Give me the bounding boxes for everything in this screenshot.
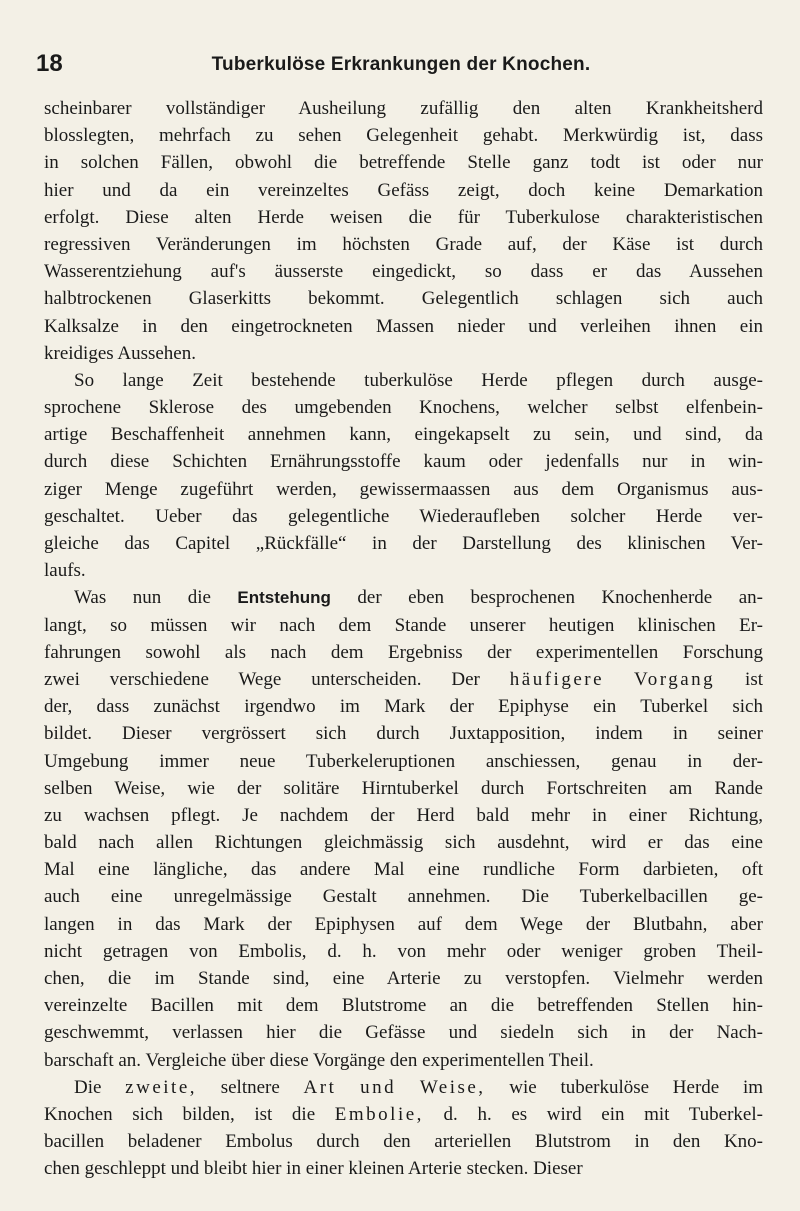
text-line: So lange Zeit bestehende tuberkulöse Herde pflegen durch ausge- — [74, 369, 763, 391]
text-line: hier und da ein vereinzeltes Gefäss zeigt, doch keine Demarkation — [44, 179, 763, 201]
spaced-word: Embolie, — [334, 1103, 424, 1125]
text-line: chen geschleppt und bleibt hier in einer kleinen Arterie stecken. Dieser — [44, 1158, 583, 1180]
text-line: blosslegten, mehrfach zu sehen Gelegenheit gehabt. Merkwürdig ist, dass — [44, 125, 763, 147]
text-line: zwei verschiedene Wege unterscheiden. Der häufigere Vorgang ist — [44, 668, 763, 690]
text-line: selben Weise, wie der solitäre Hirntuberkel durch Fortschreiten am Rande — [44, 777, 763, 799]
text-line: Die zweite, seltnere Art und Weise, wie tuberkulöse Herde im — [74, 1076, 763, 1098]
text-line: halbtrockenen Glaserkitts bekommt. Gelegentlich schlagen sich auch — [44, 288, 763, 310]
text-line: Kalksalze in den eingetrockneten Massen nieder und verleihen ihnen ein — [44, 315, 763, 337]
text-line: zu wachsen pflegt. Je nachdem der Herd bald mehr in einer Richtung, — [44, 804, 763, 826]
text-line: geschwemmt, verlassen hier die Gefässe und siedeln sich in der Nach- — [44, 1022, 763, 1044]
body-text — [44, 95, 763, 1183]
emphasized-term: Entstehung — [237, 588, 331, 608]
text-line: der, dass zunächst irgendwo im Mark der Epiphyse ein Tuberkel sich — [44, 696, 763, 718]
text-line: erfolgt. Diese alten Herde weisen die für Tuberkulose charakteristischen — [44, 206, 763, 228]
text-line: auch eine unregelmässige Gestalt annehmen. Die Tuberkelbacillen ge- — [44, 886, 763, 908]
text-line: vereinzelte Bacillen mit dem Blutstrome an die betreffenden Stellen hin- — [44, 995, 763, 1017]
spaced-word: Art — [303, 1076, 337, 1098]
text-line: laufs. — [44, 560, 86, 582]
text-line: artige Beschaffenheit annehmen kann, eingekapselt zu sein, und sind, da — [44, 424, 763, 446]
text-line: fahrungen sowohl als nach dem Ergebniss der experimentellen Forschung — [44, 641, 763, 663]
spaced-word: Weise, — [419, 1076, 486, 1098]
text-line: Umgebung immer neue Tuberkeleruptionen anschiessen, genau in der- — [44, 750, 763, 772]
text-line: kreidiges Aussehen. — [44, 342, 196, 364]
text-line: scheinbarer vollständiger Ausheilung zufällig den alten Krankheitsherd — [44, 98, 763, 119]
text-line: Knochen sich bilden, ist die Embolie, d. h. es wird ein mit Tuberkel- — [44, 1103, 763, 1125]
text-line: bald nach allen Richtungen gleichmässig sich ausdehnt, wird er das eine — [44, 832, 763, 854]
text-line: bildet. Dieser vergrössert sich durch Juxtapposition, indem in seiner — [44, 723, 763, 745]
text-line: nicht getragen von Embolis, d. h. von mehr oder weniger groben Theil- — [44, 940, 763, 962]
spaced-word: und — [360, 1076, 397, 1098]
text-line: in solchen Fällen, obwohl die betreffende Stelle ganz todt ist oder nur — [44, 152, 763, 174]
spaced-word: häufigere — [509, 668, 605, 690]
page-header — [36, 50, 766, 80]
text-line: sprochene Sklerose des umgebenden Knochens, welcher selbst elfenbein- — [44, 397, 763, 419]
line-segment: der eben besprochenen Knochenherde an- — [330, 587, 763, 609]
text-line: bacillen beladener Embolus durch den arteriellen Blutstrom in den Kno- — [44, 1131, 763, 1153]
running-title: Tuberkulöse Erkrankungen der Knochen. — [211, 54, 591, 75]
text-line: Mal eine längliche, das andere Mal eine rundliche Form darbieten, oft — [44, 859, 763, 881]
text-line: geschaltet. Ueber das gelegentliche Wiederaufleben solcher Herde ver- — [44, 505, 763, 527]
text-line: langen in das Mark der Epiphysen auf dem Wege der Blutbahn, aber — [44, 913, 763, 935]
text-line: Wasserentziehung auf's äusserste eingedickt, so dass er das Aussehen — [44, 261, 763, 283]
text-line: durch diese Schichten Ernährungsstoffe kaum oder jedenfalls nur in win- — [44, 451, 763, 473]
spaced-word: zweite, — [125, 1076, 197, 1098]
line-segment: Was nun die — [74, 587, 238, 609]
page-number: 18 — [36, 50, 63, 77]
text-line: langt, so müssen wir nach dem Stande unserer heutigen klinischen Er- — [44, 614, 763, 636]
text-line: ziger Menge zugeführt werden, gewissermaassen aus dem Organismus aus- — [44, 478, 763, 500]
text-line: regressiven Veränderungen im höchsten Grade auf, der Käse ist durch — [44, 233, 763, 255]
text-line: barschaft an. Vergleiche über diese Vorgänge den experimentellen Theil. — [44, 1049, 594, 1071]
text-line — [44, 584, 763, 611]
text-line: gleiche das Capitel „Rückfälle“ in der Darstellung des klinischen Ver- — [44, 533, 763, 554]
text-line: chen, die im Stande sind, eine Arterie zu verstopfen. Vielmehr werden — [44, 968, 763, 989]
spaced-word: Vorgang — [633, 668, 716, 690]
